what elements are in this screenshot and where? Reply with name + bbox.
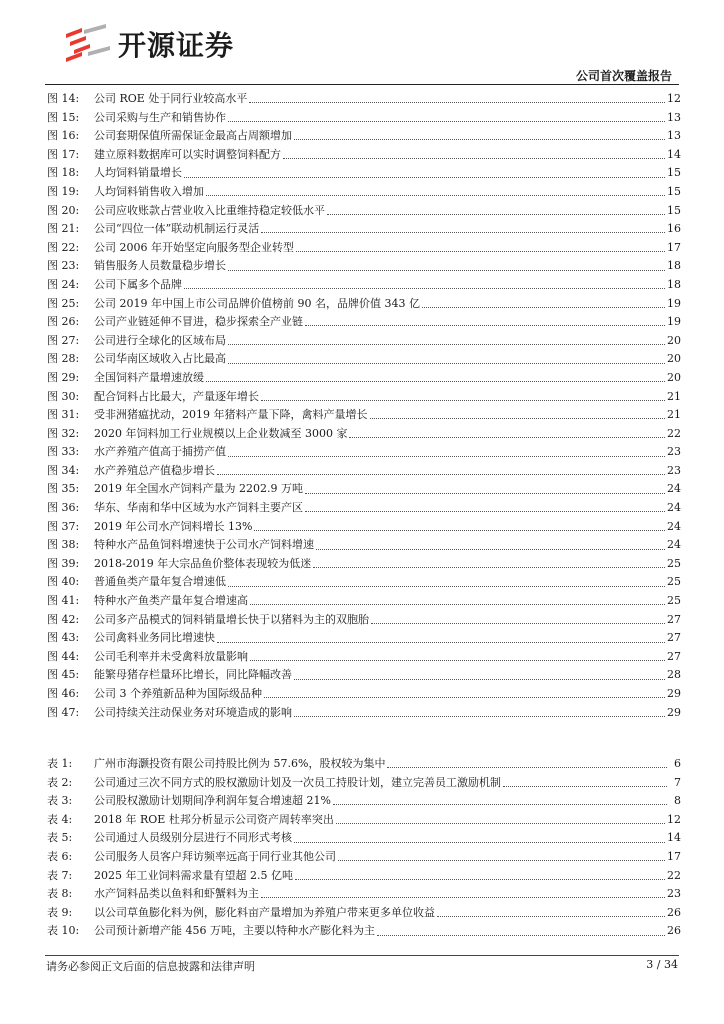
figure-entry-title: 公司“四位一体”联动机制运行灵活 <box>94 222 260 236</box>
table-entry-label: 表 4: <box>47 812 73 826</box>
figure-entry[interactable] <box>47 146 681 165</box>
figure-entry-label: 图 21: <box>47 222 80 236</box>
figure-entry-page: 20 <box>667 370 681 384</box>
table-entry[interactable] <box>47 867 681 886</box>
table-entry-page: 8 <box>674 794 681 808</box>
dot-leader <box>305 510 665 512</box>
figure-entry[interactable] <box>47 406 681 425</box>
dot-leader <box>206 380 665 382</box>
figure-entry[interactable] <box>47 573 681 592</box>
figure-entry[interactable] <box>47 685 681 704</box>
figure-entry[interactable] <box>47 369 681 388</box>
figure-entry-page: 21 <box>667 389 681 403</box>
dot-leader <box>294 715 665 717</box>
figure-entry-title: 公司多产品模式的饲料销量增长快于以猪料为主的双胞胎 <box>94 612 369 626</box>
table-entry-page: 26 <box>667 905 681 919</box>
figure-entry-title: 人均饲料销量增长 <box>94 166 182 180</box>
figure-entry-page: 22 <box>667 426 681 440</box>
figure-entry-title: 建立原料数据库可以实时调整饲料配方 <box>94 147 281 161</box>
table-entry-page: 6 <box>674 757 681 770</box>
dot-leader <box>217 473 665 475</box>
figure-entry-label: 图 39: <box>47 556 80 570</box>
figure-entry[interactable] <box>47 127 681 146</box>
dot-leader <box>377 934 665 936</box>
figure-entry-title: 2019 年公司水产饲料增长 13% <box>94 519 253 533</box>
figure-entry-page: 23 <box>667 463 681 477</box>
figure-entry-label: 图 41: <box>47 594 80 608</box>
figure-entry-label: 图 20: <box>47 203 80 217</box>
table-entry-page: 26 <box>667 924 681 938</box>
figure-entry-label: 图 38: <box>47 538 80 552</box>
figure-entry-page: 14 <box>667 147 681 161</box>
figure-entry[interactable] <box>47 518 681 537</box>
figure-entry[interactable] <box>47 425 681 444</box>
table-entry-title: 以公司草鱼膨化料为例，膨化料亩产量增加为养殖户带来更多单位收益 <box>94 905 435 919</box>
footer-disclaimer: 请务必参阅正文后面的信息披露和法律声明 <box>46 960 255 973</box>
table-entry-label: 表 2: <box>47 775 73 789</box>
figure-entry-title: 公司 2006 年开始坚定向服务型企业转型 <box>94 240 294 254</box>
dot-leader <box>316 548 665 550</box>
figure-entry-label: 图 27: <box>47 333 80 347</box>
dot-leader <box>294 138 665 140</box>
table-entry-page: 7 <box>674 775 681 789</box>
figure-entry[interactable] <box>47 276 681 295</box>
figure-entry-title: 配合饲料占比最大，产量逐年增长 <box>94 389 259 403</box>
figure-entry-page: 15 <box>667 184 681 198</box>
figure-entry-page: 20 <box>667 333 681 347</box>
table-entry[interactable] <box>47 922 681 941</box>
figure-entry-title: 公司进行全球化的区域布局 <box>94 333 226 347</box>
figure-entry-page: 18 <box>667 259 681 273</box>
dot-leader <box>336 822 665 824</box>
header-divider <box>45 84 679 85</box>
figure-entry-title: 公司禽料业务同比增速快 <box>94 631 215 645</box>
table-entry[interactable] <box>47 885 681 904</box>
dot-leader <box>228 455 665 457</box>
table-entry-label: 表 8: <box>47 887 73 901</box>
dot-leader <box>283 157 665 159</box>
table-list <box>47 755 681 941</box>
dot-leader <box>370 417 666 419</box>
figure-entry-label: 图 28: <box>47 352 80 366</box>
figure-entry-title: 销售服务人员数量稳步增长 <box>94 259 226 273</box>
figure-entry[interactable] <box>47 629 681 648</box>
figure-entry-label: 图 31: <box>47 408 80 422</box>
figure-entry[interactable] <box>47 220 681 239</box>
figure-entry[interactable] <box>47 536 681 555</box>
figure-entry-page: 27 <box>667 631 681 645</box>
dot-leader <box>503 785 667 787</box>
table-entry-page: 14 <box>667 831 681 845</box>
table-entry[interactable] <box>47 755 681 774</box>
table-entry[interactable] <box>47 811 681 830</box>
dot-leader <box>327 213 665 215</box>
table-entry-page: 22 <box>667 868 681 882</box>
figure-entry-label: 图 14: <box>47 92 80 105</box>
figure-entry-title: 水产养殖产值高于捕捞产值 <box>94 445 226 459</box>
figure-entry-page: 19 <box>667 296 681 310</box>
figure-entry[interactable] <box>47 257 681 276</box>
figure-entry[interactable] <box>47 611 681 630</box>
figure-entry-page: 24 <box>667 482 681 496</box>
footer-divider <box>45 955 679 956</box>
table-entry-title: 水产饲料品类以鱼料和虾蟹料为主 <box>94 887 259 901</box>
figure-entry-label: 图 34: <box>47 463 80 477</box>
figure-entry-label: 图 23: <box>47 259 80 273</box>
figure-entry-label: 图 35: <box>47 482 80 496</box>
figure-entry[interactable] <box>47 388 681 407</box>
dot-leader <box>313 566 665 568</box>
figure-entry-page: 29 <box>667 705 681 719</box>
figure-entry-page: 12 <box>667 92 681 105</box>
figure-entry-page: 24 <box>667 538 681 552</box>
figure-entry-page: 27 <box>667 649 681 663</box>
figure-entry-label: 图 46: <box>47 687 80 700</box>
figure-entry[interactable] <box>47 592 681 611</box>
figure-entry-label: 图 36: <box>47 501 80 515</box>
figure-entry-page: 28 <box>667 668 681 682</box>
dot-leader <box>254 529 665 531</box>
table-entry-title: 公司股权激励计划期间净利润年复合增速超 21% <box>94 794 331 808</box>
figure-entry-page: 25 <box>667 594 681 608</box>
dot-leader <box>250 603 665 605</box>
dot-leader <box>294 678 665 680</box>
figure-entry-label: 图 26: <box>47 315 80 329</box>
figure-entry-title: 公司采购与生产和销售协作 <box>94 110 226 124</box>
figure-entry[interactable] <box>47 90 681 109</box>
figure-entry-page: 13 <box>667 129 681 143</box>
table-entry-label: 表 7: <box>47 868 73 882</box>
figure-entry-label: 图 16: <box>47 129 80 143</box>
figure-entry-title: 2018-2019 年大宗品鱼价整体表现较为低迷 <box>94 556 312 570</box>
figure-entry-page: 24 <box>667 501 681 515</box>
table-entry-label: 表 9: <box>47 905 73 919</box>
table-entry-title: 公司预计新增产能 456 万吨，主要以特种水产膨化料为主 <box>94 924 375 938</box>
logo-text: 开源证券 <box>118 29 235 62</box>
figure-entry-title: 特种水产品鱼饲料增速快于公司水产饲料增速 <box>94 538 314 552</box>
table-entry-label: 表 10: <box>47 924 80 938</box>
table-entry-title: 广州市海灏投资有限公司持股比例为 57.6%，股权较为集中 <box>94 757 386 770</box>
figure-entry-page: 13 <box>667 110 681 124</box>
dot-leader <box>261 399 665 401</box>
table-entry-title: 公司服务人员客户拜访频率远高于同行业其他公司 <box>94 849 336 863</box>
figure-entry-label: 图 47: <box>47 705 80 719</box>
figure-entry-title: 公司下属多个品牌 <box>94 277 182 291</box>
figure-entry[interactable] <box>47 109 681 128</box>
company-logo <box>62 22 234 66</box>
figure-entry-page: 16 <box>667 222 681 236</box>
figure-entry-label: 图 37: <box>47 519 80 533</box>
figure-entry-page: 24 <box>667 519 681 533</box>
figure-entry-label: 图 32: <box>47 426 80 440</box>
table-entry-label: 表 1: <box>47 757 73 770</box>
figure-entry-title: 特种水产鱼类产量年复合增速高 <box>94 594 248 608</box>
figure-entry[interactable] <box>47 666 681 685</box>
figure-entry-label: 图 22: <box>47 240 80 254</box>
figure-entry-page: 15 <box>667 203 681 217</box>
figure-entry[interactable] <box>47 202 681 221</box>
figure-entry-label: 图 18: <box>47 166 80 180</box>
figure-entry-page: 15 <box>667 166 681 180</box>
dot-leader <box>437 915 665 917</box>
figure-entry-label: 图 30: <box>47 389 80 403</box>
figure-entry[interactable] <box>47 295 681 314</box>
figure-entry-label: 图 19: <box>47 184 80 198</box>
table-entry-label: 表 5: <box>47 831 73 845</box>
table-entry-label: 表 6: <box>47 849 73 863</box>
figure-entry[interactable] <box>47 704 681 723</box>
figure-entry-page: 25 <box>667 575 681 589</box>
figure-entry-title: 公司套期保值所需保证金最高占周额增加 <box>94 129 292 143</box>
figure-entry-label: 图 24: <box>47 277 80 291</box>
dot-leader <box>228 269 665 271</box>
table-entry-title: 2018 年 ROE 杜邦分析显示公司资产周转率突出 <box>94 812 334 826</box>
figure-entry[interactable] <box>47 555 681 574</box>
figure-list <box>47 90 681 722</box>
figure-entry[interactable] <box>47 462 681 481</box>
figure-entry-label: 图 40: <box>47 575 80 589</box>
figure-entry-label: 图 33: <box>47 445 80 459</box>
figure-entry-page: 20 <box>667 352 681 366</box>
dot-leader <box>305 324 665 326</box>
figure-entry-title: 公司 ROE 处于同行业较高水平 <box>94 92 248 105</box>
figure-entry[interactable] <box>47 499 681 518</box>
figure-entry-page: 27 <box>667 612 681 626</box>
figure-entry-title: 2019 年全国水产饲料产量为 2202.9 万吨 <box>94 482 303 496</box>
figure-entry-title: 公司持续关注动保业务对环境造成的影响 <box>94 705 292 719</box>
figure-entry[interactable] <box>47 350 681 369</box>
figure-entry-label: 图 44: <box>47 649 80 663</box>
figure-entry-title: 华东、华南和华中区域为水产饲料主要产区 <box>94 501 303 515</box>
report-type-label: 公司首次覆盖报告 <box>575 69 672 83</box>
figure-entry-label: 图 42: <box>47 612 80 626</box>
figure-entry-page: 18 <box>667 277 681 291</box>
table-entry-label: 表 3: <box>47 794 73 808</box>
kaiyuan-logo-icon <box>62 22 114 66</box>
figure-entry-label: 图 45: <box>47 668 80 682</box>
figure-entry-label: 图 17: <box>47 147 80 161</box>
figure-entry-page: 23 <box>667 445 681 459</box>
dot-leader <box>261 896 665 898</box>
table-entry[interactable] <box>47 792 681 811</box>
table-entry-page: 23 <box>667 887 681 901</box>
table-entry[interactable] <box>47 774 681 793</box>
figure-entry[interactable] <box>47 443 681 462</box>
table-entry-title: 公司通过人员级别分层进行不同形式考核 <box>94 831 292 845</box>
dot-leader <box>371 622 665 624</box>
figure-entry-title: 能繁母猪存栏量环比增长，同比降幅改善 <box>94 668 292 682</box>
figure-entry-title: 全国饲料产量增速放缓 <box>94 370 204 384</box>
dot-leader <box>228 362 665 364</box>
dot-leader <box>296 250 665 252</box>
figure-entry[interactable] <box>47 648 681 667</box>
table-entry[interactable] <box>47 848 681 867</box>
dot-leader <box>206 194 665 196</box>
dot-leader <box>349 436 665 438</box>
figure-entry-title: 公司毛利率并未受禽料放量影响 <box>94 649 248 663</box>
figure-entry-title: 公司应收账款占营业收入比重维持稳定较低水平 <box>94 203 325 217</box>
dot-leader <box>228 120 665 122</box>
dot-leader <box>422 306 665 308</box>
figure-entry-page: 17 <box>667 240 681 254</box>
table-entry-title: 2025 年工业饲料需求量有望超 2.5 亿吨 <box>94 868 293 882</box>
figure-entry-title: 公司产业链延伸不冒进，稳步探索全产业链 <box>94 315 303 329</box>
figure-entry-page: 19 <box>667 315 681 329</box>
dot-leader <box>228 585 665 587</box>
figure-entry-title: 受非洲猪瘟扰动，2019 年猪料产量下降，禽料产量增长 <box>94 408 368 422</box>
figure-entry[interactable] <box>47 313 681 332</box>
figure-entry-page: 21 <box>667 408 681 422</box>
figure-entry[interactable] <box>47 480 681 499</box>
figure-entry-label: 图 15: <box>47 110 80 124</box>
figure-entry-title: 2020 年饲料加工行业规模以上企业数减至 3000 家 <box>94 426 348 440</box>
figure-entry[interactable] <box>47 183 681 202</box>
figure-entry-label: 图 43: <box>47 631 80 645</box>
dot-leader <box>305 492 665 494</box>
figure-entry-label: 图 29: <box>47 370 80 384</box>
figure-entry-page: 29 <box>667 687 681 700</box>
figure-entry-title: 人均饲料销售收入增加 <box>94 184 204 198</box>
figure-entry[interactable] <box>47 332 681 351</box>
dot-leader <box>333 803 667 805</box>
figure-entry-page: 25 <box>667 556 681 570</box>
table-entry-page: 12 <box>667 812 681 826</box>
dot-leader <box>250 659 665 661</box>
figure-entry-title: 普通鱼类产量年复合增速低 <box>94 575 226 589</box>
dot-leader <box>228 343 665 345</box>
dot-leader <box>261 231 665 233</box>
figure-entry-title: 公司 3 个养殖新品种为国际级品种 <box>94 687 262 700</box>
figure-entry-label: 图 25: <box>47 296 80 310</box>
figure-entry-title: 公司 2019 年中国上市公司品牌价值榜前 90 名，品牌价值 343 亿 <box>94 296 420 310</box>
figure-entry[interactable] <box>47 164 681 183</box>
dot-leader <box>294 841 665 843</box>
figure-entry-title: 公司华南区域收入占比最高 <box>94 352 226 366</box>
table-entry[interactable] <box>47 904 681 923</box>
dot-leader <box>264 696 665 698</box>
table-entry-title: 公司通过三次不同方式的股权激励计划及一次员工持股计划，建立完善员工激励机制 <box>94 775 501 789</box>
dot-leader <box>249 101 665 103</box>
table-entry-page: 17 <box>667 849 681 863</box>
figure-entry[interactable] <box>47 239 681 258</box>
dot-leader <box>338 859 665 861</box>
dot-leader <box>184 176 665 178</box>
dot-leader <box>217 641 665 643</box>
figure-entry-title: 水产养殖总产值稳步增长 <box>94 463 215 477</box>
dot-leader <box>184 287 665 289</box>
page-indicator: 3 / 34 <box>646 958 678 971</box>
table-entry[interactable] <box>47 829 681 848</box>
dot-leader <box>295 878 665 880</box>
dot-leader <box>387 766 667 768</box>
